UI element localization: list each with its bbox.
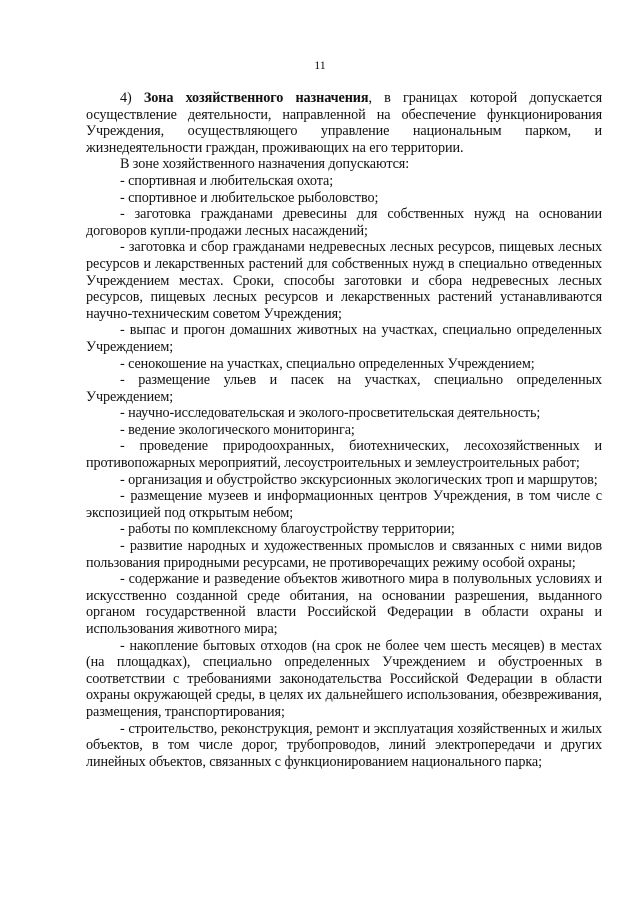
list-item: - размещение музеев и информационных центров Учреждения, в том числе с экспозицией под открытым небом;	[86, 488, 602, 521]
page-number: 11	[314, 58, 326, 72]
list-item: - заготовка и сбор гражданами недревесных лесных ресурсов, пищевых лесных ресурсов и лекарственных растений для собственных нужд в специально отведенных Учреждением местах. Сроки, способы заготовки и сбора недревесных лесных ресурсов, пищевых лесных ресурсов и лекарственных растений устанавливаются научно-техническим советом Учреждения;	[86, 239, 602, 322]
list-item: - развитие народных и художественных промыслов и связанных с ними видов пользования природными ресурсами, не противоречащих режиму особой охраны;	[86, 538, 602, 571]
zone-intro-paragraph	[86, 90, 602, 156]
list-item: - научно-исследовательская и эколого-просветительская деятельность;	[120, 405, 541, 422]
list-item: - спортивное и любительское рыболовство;	[120, 189, 379, 206]
list-item: - накопление бытовых отходов (на срок не более чем шесть месяцев) в местах (на площадках), специально определенных Учреждением и обустроенных в соответствии с требованиями законодательства Российской Федерации в области охраны окружающей среды, в целях их дальнейшего использования, обезвреживания, размещения, транспортирования;	[86, 637, 602, 720]
list-item: - заготовка гражданами древесины для собственных нужд на основании договоров купли-продажи лесных насаждений;	[86, 206, 602, 239]
zone-description: , в границах которой допускается осуществление деятельности, направленной на обеспечение функционирования Учреждения, осуществляющего управление национальным парком, и жизнедеятельности граждан, проживающих на его территории.	[86, 90, 602, 156]
zone-number: 4)	[120, 90, 132, 106]
list-item: - строительство, реконструкция, ремонт и эксплуатация хозяйственных и жилых объектов, в том числе дорог, трубопроводов, линий электропередачи и других линейных объектов, связанных с функционированием национального парка;	[86, 720, 602, 770]
zone-title: Зона хозяйственного назначения	[143, 90, 369, 106]
list-item: - организация и обустройство экскурсионных экологических троп и маршрутов;	[120, 471, 598, 488]
list-item: - спортивная и любительская охота;	[120, 172, 334, 189]
allowed-activities-heading: В зоне хозяйственного назначения допускаются:	[120, 156, 410, 173]
list-item: - содержание и разведение объектов животного мира в полувольных условиях и искусственно созданной среде обитания, на основании разрешения, выданного органом государственной власти Российской Федерации в области охраны и использования животного мира;	[86, 571, 602, 637]
list-item: - выпас и прогон домашних животных на участках, специально определенных Учреждением;	[86, 322, 602, 355]
list-item: - размещение ульев и пасек на участках, специально определенных Учреждением;	[86, 372, 602, 405]
list-item: - проведение природоохранных, биотехнических, лесохозяйственных и противопожарных мероприятий, лесоустроительных и землеустроительных работ;	[86, 438, 602, 472]
list-item: - работы по комплексному благоустройству территории;	[120, 521, 455, 538]
document-body	[86, 90, 602, 770]
list-item: - сенокошение на участках, специально определенных Учреждением;	[120, 355, 535, 372]
list-item: - ведение экологического мониторинга;	[120, 421, 355, 438]
